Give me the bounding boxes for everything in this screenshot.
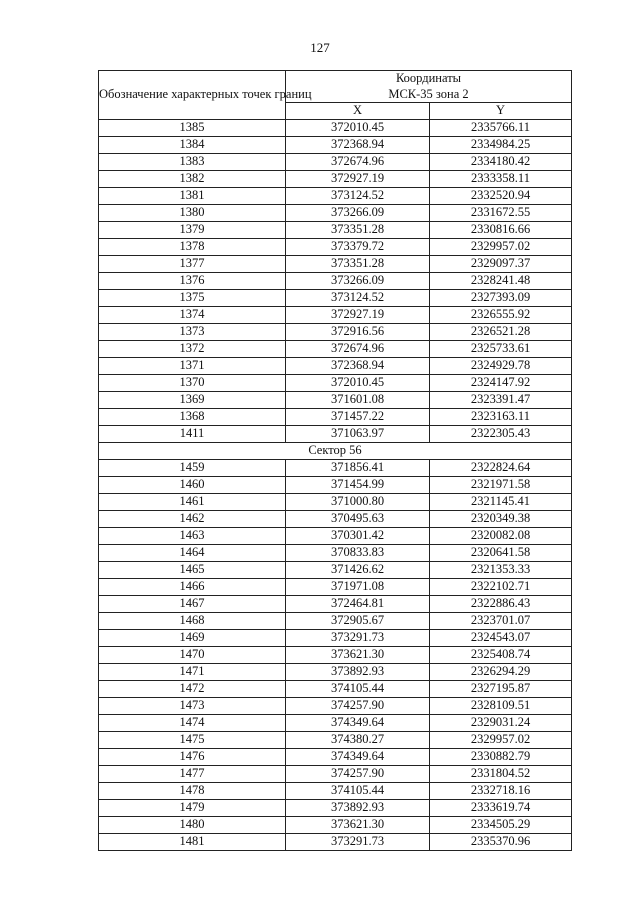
y-coordinate-cell: 2324147.92 (430, 375, 572, 392)
y-coordinate-cell: 2330882.79 (430, 749, 572, 766)
point-id-cell: 1475 (99, 732, 286, 749)
point-id-cell: 1479 (99, 800, 286, 817)
table-row (99, 834, 572, 851)
table-row (99, 511, 572, 528)
table-row (99, 596, 572, 613)
y-coordinate-cell: 2322824.64 (430, 460, 572, 477)
x-coordinate-cell: 371457.22 (286, 409, 430, 426)
point-id-cell: 1477 (99, 766, 286, 783)
y-coordinate-cell: 2335766.11 (430, 120, 572, 137)
table-row (99, 120, 572, 137)
point-id-cell: 1384 (99, 137, 286, 154)
point-id-cell: 1462 (99, 511, 286, 528)
point-id-cell: 1473 (99, 698, 286, 715)
y-coordinate-cell: 2335370.96 (430, 834, 572, 851)
sector-row (99, 443, 572, 460)
table-row (99, 409, 572, 426)
x-coordinate-cell: 373291.73 (286, 630, 430, 647)
y-coordinate-cell: 2322305.43 (430, 426, 572, 443)
point-id-cell: 1376 (99, 273, 286, 290)
table-row (99, 375, 572, 392)
x-coordinate-cell: 371856.41 (286, 460, 430, 477)
y-coordinate-cell: 2326294.29 (430, 664, 572, 681)
y-coordinate-cell: 2323701.07 (430, 613, 572, 630)
x-coordinate-cell: 374349.64 (286, 715, 430, 732)
table-row (99, 613, 572, 630)
point-id-cell: 1481 (99, 834, 286, 851)
table-row (99, 630, 572, 647)
table-row (99, 256, 572, 273)
table-row (99, 460, 572, 477)
y-coordinate-cell: 2333619.74 (430, 800, 572, 817)
point-id-cell: 1369 (99, 392, 286, 409)
table-row (99, 749, 572, 766)
x-coordinate-cell: 371000.80 (286, 494, 430, 511)
x-coordinate-cell: 373621.30 (286, 647, 430, 664)
point-id-cell: 1480 (99, 817, 286, 834)
point-id-cell: 1383 (99, 154, 286, 171)
y-coordinate-cell: 2326521.28 (430, 324, 572, 341)
table-row (99, 783, 572, 800)
x-coordinate-cell: 372916.56 (286, 324, 430, 341)
point-id-cell: 1379 (99, 222, 286, 239)
point-id-cell: 1469 (99, 630, 286, 647)
x-coordinate-cell: 370301.42 (286, 528, 430, 545)
point-id-cell: 1466 (99, 579, 286, 596)
y-coordinate-cell: 2332520.94 (430, 188, 572, 205)
point-id-cell: 1370 (99, 375, 286, 392)
table-row (99, 477, 572, 494)
y-coordinate-cell: 2326555.92 (430, 307, 572, 324)
y-column-header: Y (430, 103, 572, 120)
x-coordinate-cell: 374349.64 (286, 749, 430, 766)
y-coordinate-cell: 2321971.58 (430, 477, 572, 494)
x-coordinate-cell: 373351.28 (286, 222, 430, 239)
table-row (99, 307, 572, 324)
table-row (99, 579, 572, 596)
x-coordinate-cell: 371454.99 (286, 477, 430, 494)
table-row (99, 358, 572, 375)
table-row (99, 188, 572, 205)
point-id-cell: 1411 (99, 426, 286, 443)
table-row (99, 426, 572, 443)
point-id-cell: 1478 (99, 783, 286, 800)
point-id-cell: 1375 (99, 290, 286, 307)
point-id-cell: 1378 (99, 239, 286, 256)
table-row (99, 766, 572, 783)
y-coordinate-cell: 2321353.33 (430, 562, 572, 579)
y-coordinate-cell: 2333358.11 (430, 171, 572, 188)
y-coordinate-cell: 2334984.25 (430, 137, 572, 154)
x-coordinate-cell: 371426.62 (286, 562, 430, 579)
y-coordinate-cell: 2332718.16 (430, 783, 572, 800)
y-coordinate-cell: 2324543.07 (430, 630, 572, 647)
y-coordinate-cell: 2329097.37 (430, 256, 572, 273)
y-coordinate-cell: 2330816.66 (430, 222, 572, 239)
y-coordinate-cell: 2329957.02 (430, 732, 572, 749)
x-coordinate-cell: 372905.67 (286, 613, 430, 630)
point-id-cell: 1374 (99, 307, 286, 324)
y-coordinate-cell: 2328241.48 (430, 273, 572, 290)
x-coordinate-cell: 372927.19 (286, 307, 430, 324)
coordinates-table (98, 70, 572, 851)
x-coordinate-cell: 373266.09 (286, 205, 430, 222)
x-coordinate-cell: 372674.96 (286, 154, 430, 171)
y-coordinate-cell: 2329957.02 (430, 239, 572, 256)
table-row (99, 290, 572, 307)
x-coordinate-cell: 372368.94 (286, 137, 430, 154)
x-coordinate-cell: 373379.72 (286, 239, 430, 256)
x-coordinate-cell: 373621.30 (286, 817, 430, 834)
table-row (99, 545, 572, 562)
table-row (99, 392, 572, 409)
y-coordinate-cell: 2327195.87 (430, 681, 572, 698)
y-coordinate-cell: 2320082.08 (430, 528, 572, 545)
table-header (99, 71, 572, 120)
x-coordinate-cell: 372674.96 (286, 341, 430, 358)
table-row (99, 800, 572, 817)
x-coordinate-cell: 374105.44 (286, 783, 430, 800)
table-row (99, 528, 572, 545)
point-id-cell: 1381 (99, 188, 286, 205)
table-row (99, 273, 572, 290)
table-row (99, 171, 572, 188)
table-row (99, 732, 572, 749)
point-designation-header: Обозначение характерных точек границ (99, 71, 286, 120)
coordinates-header (286, 71, 572, 103)
x-coordinate-cell: 373351.28 (286, 256, 430, 273)
x-coordinate-cell: 371063.97 (286, 426, 430, 443)
x-coordinate-cell: 373266.09 (286, 273, 430, 290)
point-id-cell: 1472 (99, 681, 286, 698)
x-coordinate-cell: 373892.93 (286, 664, 430, 681)
x-column-header: X (286, 103, 430, 120)
y-coordinate-cell: 2325408.74 (430, 647, 572, 664)
y-coordinate-cell: 2321145.41 (430, 494, 572, 511)
y-coordinate-cell: 2320349.38 (430, 511, 572, 528)
point-id-cell: 1382 (99, 171, 286, 188)
point-id-cell: 1465 (99, 562, 286, 579)
point-id-cell: 1373 (99, 324, 286, 341)
table-row (99, 664, 572, 681)
x-coordinate-cell: 374257.90 (286, 766, 430, 783)
table-row (99, 698, 572, 715)
x-coordinate-cell: 373124.52 (286, 188, 430, 205)
y-coordinate-cell: 2323391.47 (430, 392, 572, 409)
table-row (99, 647, 572, 664)
x-coordinate-cell: 373124.52 (286, 290, 430, 307)
point-id-cell: 1474 (99, 715, 286, 732)
x-coordinate-cell: 372927.19 (286, 171, 430, 188)
point-id-cell: 1461 (99, 494, 286, 511)
point-id-cell: 1459 (99, 460, 286, 477)
x-coordinate-cell: 373291.73 (286, 834, 430, 851)
y-coordinate-cell: 2324929.78 (430, 358, 572, 375)
coordinates-header-title: Координаты (395, 71, 462, 85)
y-coordinate-cell: 2328109.51 (430, 698, 572, 715)
point-id-cell: 1460 (99, 477, 286, 494)
y-coordinate-cell: 2334180.42 (430, 154, 572, 171)
x-coordinate-cell: 372368.94 (286, 358, 430, 375)
table-row (99, 341, 572, 358)
table-body (99, 120, 572, 851)
point-id-cell: 1385 (99, 120, 286, 137)
x-coordinate-cell: 374105.44 (286, 681, 430, 698)
y-coordinate-cell: 2329031.24 (430, 715, 572, 732)
y-coordinate-cell: 2334505.29 (430, 817, 572, 834)
y-coordinate-cell: 2331672.55 (430, 205, 572, 222)
y-coordinate-cell: 2325733.61 (430, 341, 572, 358)
x-coordinate-cell: 371971.08 (286, 579, 430, 596)
point-id-cell: 1470 (99, 647, 286, 664)
table-row (99, 817, 572, 834)
y-coordinate-cell: 2327393.09 (430, 290, 572, 307)
x-coordinate-cell: 370833.83 (286, 545, 430, 562)
x-coordinate-cell: 371601.08 (286, 392, 430, 409)
x-coordinate-cell: 370495.63 (286, 511, 430, 528)
table-row (99, 154, 572, 171)
table-row (99, 205, 572, 222)
point-id-cell: 1468 (99, 613, 286, 630)
point-id-cell: 1368 (99, 409, 286, 426)
y-coordinate-cell: 2320641.58 (430, 545, 572, 562)
point-id-cell: 1372 (99, 341, 286, 358)
x-coordinate-cell: 372010.45 (286, 375, 430, 392)
point-id-cell: 1467 (99, 596, 286, 613)
y-coordinate-cell: 2322102.71 (430, 579, 572, 596)
point-id-cell: 1471 (99, 664, 286, 681)
table-row (99, 222, 572, 239)
x-coordinate-cell: 374380.27 (286, 732, 430, 749)
x-coordinate-cell: 373892.93 (286, 800, 430, 817)
x-coordinate-cell: 374257.90 (286, 698, 430, 715)
point-id-cell: 1463 (99, 528, 286, 545)
table-row (99, 494, 572, 511)
point-id-cell: 1371 (99, 358, 286, 375)
point-id-cell: 1476 (99, 749, 286, 766)
point-id-cell: 1377 (99, 256, 286, 273)
table-row (99, 562, 572, 579)
page-number: 127 (310, 40, 330, 55)
y-coordinate-cell: 2331804.52 (430, 766, 572, 783)
x-coordinate-cell: 372464.81 (286, 596, 430, 613)
x-coordinate-cell: 372010.45 (286, 120, 430, 137)
table-row (99, 239, 572, 256)
point-id-cell: 1380 (99, 205, 286, 222)
table-row (99, 681, 572, 698)
table-row (99, 137, 572, 154)
y-coordinate-cell: 2322886.43 (430, 596, 572, 613)
coordinate-system-label: МСК-35 зона 2 (388, 86, 469, 101)
sector-label: Сектор 56 (99, 443, 572, 460)
y-coordinate-cell: 2323163.11 (430, 409, 572, 426)
table-row (99, 715, 572, 732)
point-id-cell: 1464 (99, 545, 286, 562)
table-row (99, 324, 572, 341)
